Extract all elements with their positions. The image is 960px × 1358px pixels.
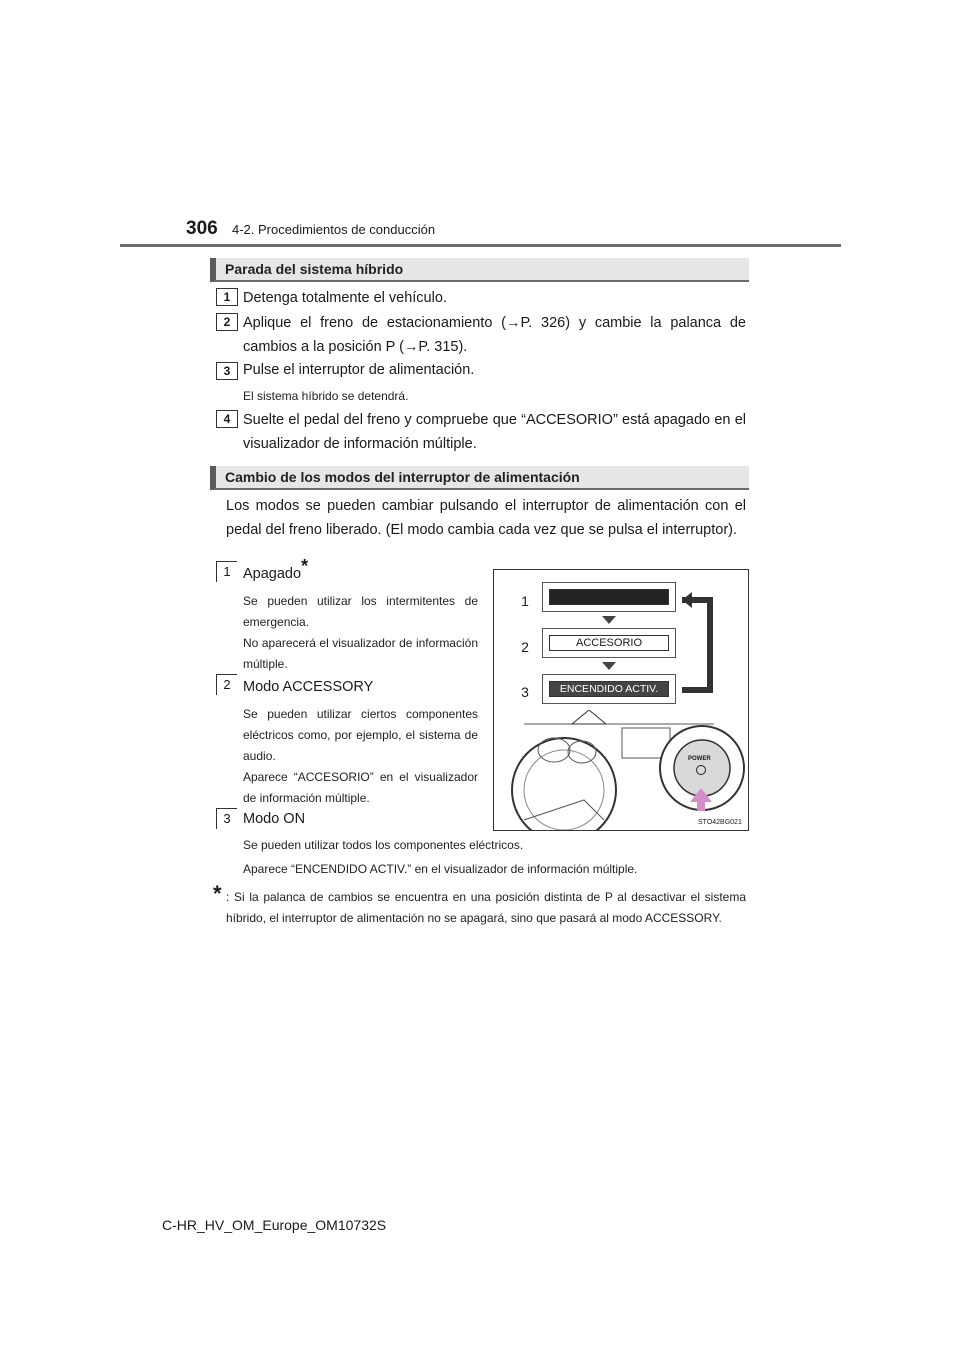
display-blank-screen xyxy=(549,589,669,605)
mode-number-2: 2 xyxy=(216,674,237,695)
mode-3-desc-a: Se pueden utilizar todos los componentes eléctricos. xyxy=(243,838,524,852)
footnote-text: : Si la palanca de cambios se encuentra en una posición distinta de P al desactivar el sistema híbrido, el interruptor de alimentación no se apagará, sino que pasará al modo ACCESSORY. xyxy=(226,890,746,925)
mode-number-3: 3 xyxy=(216,808,237,829)
heading-text: Cambio de los modos del interruptor de alimentación xyxy=(225,469,580,485)
section-heading-stop-hybrid xyxy=(210,258,749,282)
step-text-2: Aplique el freno de estacionamiento (→P. 326) y cambie la palanca de cambios a la posición P (→P. 315). xyxy=(243,315,746,355)
step-text-4: Suelte el pedal del freno y compruebe que “ACCESORIO” está apagado en el visualizador de información múltiple. xyxy=(243,412,746,452)
mode-3-desc-b: Aparece “ENCENDIDO ACTIV.” en el visualizador de información múltiple. xyxy=(243,862,638,876)
arrow-down-icon xyxy=(602,616,616,624)
figure-code: STO42BG021 xyxy=(698,819,742,826)
mode-title-1: Apagado* xyxy=(243,556,309,582)
mode-2-desc-a: Se pueden utilizar ciertos componentes eléctricos como, por ejemplo, el sistema de audio. xyxy=(243,707,478,763)
cycle-arrow-icon xyxy=(680,590,720,700)
mode-number-1: 1 xyxy=(216,561,237,582)
step-3-note: El sistema híbrido se detendrá. xyxy=(243,389,409,403)
mode-title-2: Modo ACCESSORY xyxy=(243,679,374,695)
figure-display-accessory xyxy=(542,628,676,658)
step-number-4: 4 xyxy=(216,410,238,428)
footnote-asterisk: * xyxy=(301,556,309,577)
figure-label-3: 3 xyxy=(521,684,529,700)
header-divider xyxy=(120,244,841,247)
section-title: 4-2. Procedimientos de conducción xyxy=(232,222,436,237)
mode-1-desc-b: No aparecerá el visualizador de información múltiple. xyxy=(243,636,478,671)
footnote-mark: * xyxy=(213,881,222,906)
mode-1-desc-a: Se pueden utilizar los intermitentes de emergencia. xyxy=(243,594,478,629)
power-button-label: POWER xyxy=(688,756,711,762)
figure-label-2: 2 xyxy=(521,639,529,655)
power-icon xyxy=(696,765,706,775)
mode-2-desc-b: Aparece “ACCESORIO” en el visualizador de información múltiple. xyxy=(243,770,478,805)
mode-title-3: Modo ON xyxy=(243,811,306,827)
document-code: C-HR_HV_OM_Europe_OM10732S xyxy=(162,1217,387,1233)
figure-display-off xyxy=(542,582,676,612)
step-number-1: 1 xyxy=(216,288,238,306)
step-text-3: Pulse el interruptor de alimentación. xyxy=(243,362,475,378)
figure-label-1: 1 xyxy=(521,593,529,609)
step-number-3: 3 xyxy=(216,362,238,380)
press-arrow-stem xyxy=(697,801,705,811)
page-number: 306 xyxy=(186,218,218,239)
step-text-1: Detenga totalmente el vehículo. xyxy=(243,290,447,306)
figure-display-on xyxy=(542,674,676,704)
power-mode-figure xyxy=(493,569,749,831)
arrow-down-icon xyxy=(602,662,616,670)
dashboard-illustration xyxy=(494,710,748,830)
step-number-2: 2 xyxy=(216,313,238,331)
heading-text: Parada del sistema híbrido xyxy=(225,261,404,277)
modes-intro: Los modos se pueden cambiar pulsando el interruptor de alimentación con el pedal del freno liberado. (El modo cambia cada vez que se pulsa el interruptor). xyxy=(226,498,746,538)
display-encendido: ENCENDIDO ACTIV. xyxy=(549,681,669,697)
press-arrow-icon xyxy=(690,788,712,802)
section-heading-power-modes xyxy=(210,466,749,490)
display-accesorio: ACCESORIO xyxy=(549,635,669,651)
